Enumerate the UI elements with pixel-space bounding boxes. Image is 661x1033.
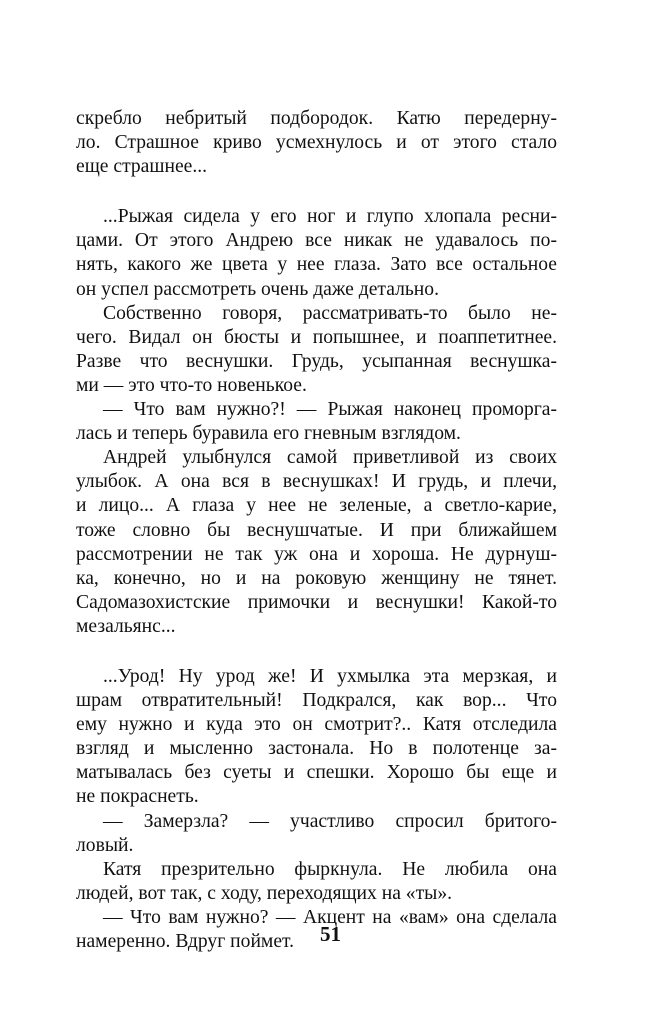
- text-line: еще страшнее...: [76, 156, 208, 178]
- text-line: ...Урод! Ну урод же! И ухмылка эта мерзкая, и: [103, 665, 557, 687]
- text-line: скребло небритый подбородок. Катю передерну-: [76, 108, 557, 129]
- text-line: Садомазохистские примочки и веснушки! Какой-то: [76, 591, 557, 613]
- text-line: Катя презрительно фыркнула. Не любила она: [103, 858, 557, 880]
- text-line: Андрей улыбнулся самой приветливой из своих: [103, 447, 557, 469]
- text-line: не покраснеть.: [76, 786, 199, 808]
- paragraph: [76, 302, 557, 398]
- paragraph: [76, 446, 557, 639]
- text-line: — Замерзла? — участливо спросил бритого-: [103, 810, 557, 832]
- text-line: намеренно. Вдруг поймет.: [76, 931, 295, 952]
- text-line: Собственно говоря, рассматривать-то было не-: [103, 302, 557, 324]
- text-line: Разве что веснушки. Грудь, усыпанная веснушка-: [76, 350, 557, 372]
- paragraph: [76, 858, 557, 906]
- text-line: взгляд и мысленно застонала. Но в полотенце за-: [76, 738, 557, 760]
- text-line: тоже словно бы веснушчатые. И при ближайшем: [76, 519, 557, 541]
- text-line: ему нужно и куда это он смотрит?.. Катя отследила: [76, 714, 557, 736]
- text-line: улыбок. А она вся в веснушках! И грудь, и плечи,: [76, 471, 557, 493]
- text-line: ми — это что-то новенькое.: [76, 374, 307, 396]
- page-text: [76, 107, 557, 954]
- text-line: мезальянс...: [76, 615, 176, 637]
- text-line: — Что вам нужно?! — Рыжая наконец проморга-: [103, 399, 557, 421]
- text-line: цами. От этого Андрею все никак не удавалось по-: [76, 230, 557, 252]
- section-break: [76, 639, 557, 665]
- text-line: нять, какого же цвета у нее глаза. Зато все остальное: [76, 254, 557, 276]
- text-line: он успел рассмотреть очень даже детально.: [76, 278, 439, 300]
- paragraph: [76, 107, 557, 179]
- text-line: чего. Видал он бюсты и попышнее, и поаппетитнее.: [76, 326, 557, 348]
- text-line: лась и теперь буравила его гневным взглядом.: [76, 423, 461, 445]
- paragraph: [76, 810, 557, 858]
- text-line: — Что вам нужно? — Акцент на «вам» она сделала: [103, 906, 557, 928]
- text-line: ло. Страшное криво усмехнулось и от этого стало: [76, 132, 557, 154]
- text-line: шрам отвратительный! Подкрался, как вор... Что: [76, 690, 557, 712]
- paragraph: [76, 205, 557, 301]
- text-line: людей, вот так, с ходу, переходящих на «ты».: [76, 882, 453, 904]
- paragraph: [76, 665, 557, 810]
- text-line: и лицо... А глаза у нее не зеленые, а светло-карие,: [76, 495, 557, 517]
- text-line: рассмотрении не так уж она и хороша. Не дурнуш-: [76, 543, 557, 565]
- text-line: ...Рыжая сидела у его ног и глупо хлопала ресни-: [103, 206, 557, 228]
- paragraph: [76, 398, 557, 446]
- page-number: 51: [320, 922, 341, 946]
- text-line: матывалась без суеты и спешки. Хорошо бы еще и: [76, 762, 557, 784]
- section-break: [76, 179, 557, 205]
- text-line: ловый.: [76, 834, 134, 856]
- text-line: ка, конечно, но и на роковую женщину не тянет.: [76, 567, 557, 589]
